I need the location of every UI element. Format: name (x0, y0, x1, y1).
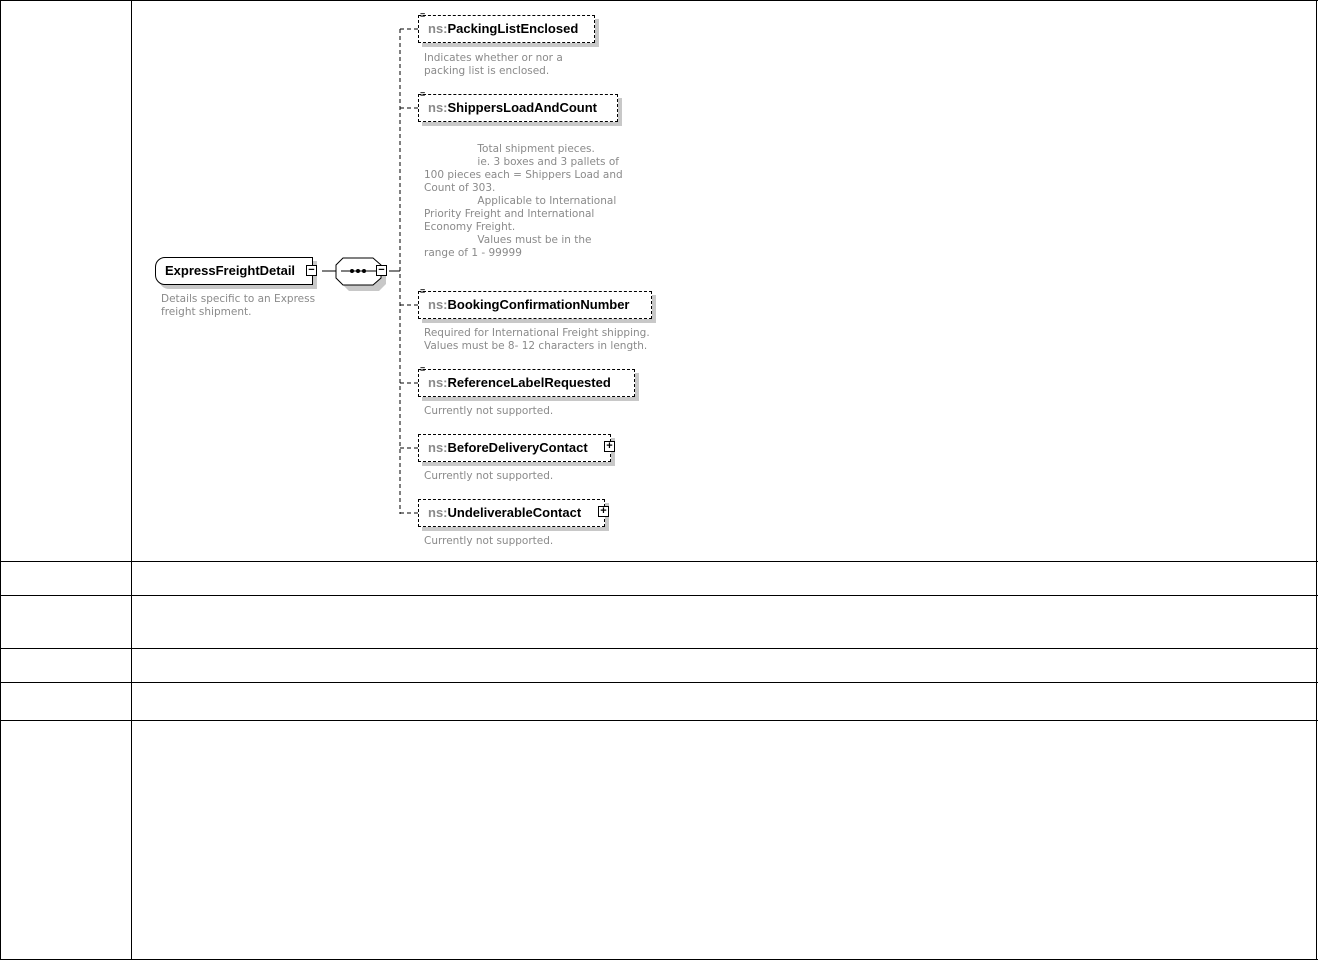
element-label: ShippersLoadAndCount (447, 100, 597, 115)
element-annotation: Total shipment pieces. ie. 3 boxes and 3 pallets of 100 pieces each = Shippers Load and Count of 303. Applicable to International Priority Freight and International Economy Freight. Values must be in the range of 1 - 99999 (424, 143, 623, 259)
namespace-prefix: ns: (428, 100, 448, 115)
schema-diagram (133, 2, 1316, 560)
documentation-icon: ≡ (420, 286, 425, 296)
element-BeforeDeliveryContact[interactable] (418, 434, 611, 462)
element-ShippersLoadAndCount[interactable] (418, 89, 618, 122)
namespace-prefix: ns: (428, 505, 448, 520)
table-border-right (1316, 0, 1317, 960)
expand-icon[interactable]: + (604, 441, 615, 452)
namespace-prefix: ns: (428, 21, 448, 36)
element-label: ReferenceLabelRequested (447, 375, 611, 390)
root-annotation: Details specific to an Express freight shipment. (161, 293, 316, 318)
element-ReferenceLabelRequested[interactable] (418, 364, 635, 397)
element-BookingConfirmationNumber[interactable] (418, 286, 652, 319)
row-divider (0, 720, 1318, 721)
sequence-icon-dot (362, 269, 366, 273)
sequence-icon-dot (350, 269, 354, 273)
element-label: BeforeDeliveryContact (447, 440, 588, 455)
element-PackingListEnclosed[interactable] (418, 10, 595, 43)
collapse-icon[interactable]: − (306, 265, 317, 276)
element-annotation: Required for International Freight shipping. Values must be 8- 12 characters in length. (424, 327, 650, 352)
row-divider (0, 682, 1318, 683)
expand-icon[interactable]: + (598, 506, 609, 517)
element-UndeliverableContact[interactable] (418, 499, 605, 527)
documentation-icon: ≡ (420, 364, 425, 374)
row-divider (0, 561, 1318, 562)
row-divider (0, 595, 1318, 596)
table-border-top (0, 0, 1318, 1)
table-border-left (0, 0, 1, 960)
sequence-icon-dot (356, 269, 360, 273)
element-annotation: Currently not supported. (424, 535, 554, 547)
collapse-icon[interactable]: − (376, 265, 387, 276)
element-annotation: Currently not supported. (424, 405, 554, 417)
documentation-icon: ≡ (420, 10, 425, 20)
namespace-prefix: ns: (428, 375, 448, 390)
element-annotation: Currently not supported. (424, 470, 554, 482)
namespace-prefix: ns: (428, 297, 448, 312)
root-element-label: ExpressFreightDetail (165, 263, 296, 278)
root-element-ExpressFreightDetail[interactable] (155, 257, 313, 285)
element-label: BookingConfirmationNumber (447, 297, 630, 312)
row-divider (0, 648, 1318, 649)
namespace-prefix: ns: (428, 440, 448, 455)
element-label: PackingListEnclosed (447, 21, 579, 36)
column-divider (131, 0, 132, 960)
element-annotation: Indicates whether or nor a packing list is enclosed. (424, 52, 563, 77)
element-label: UndeliverableContact (447, 505, 582, 520)
documentation-icon: ≡ (420, 89, 425, 99)
